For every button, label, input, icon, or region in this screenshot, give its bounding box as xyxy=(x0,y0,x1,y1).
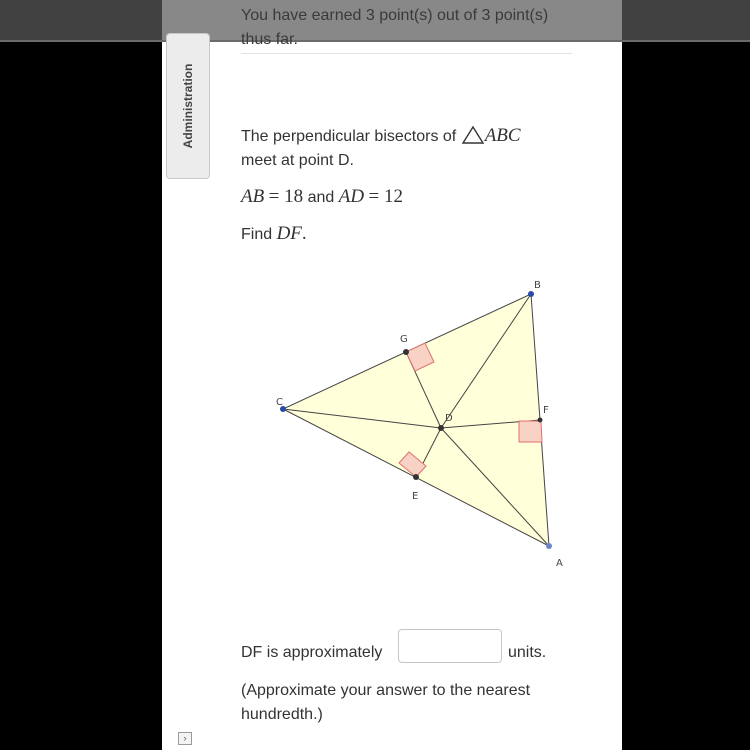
vertex-b xyxy=(528,291,534,297)
find-word: Find xyxy=(241,226,273,243)
score-status: You have earned 3 point(s) out of 3 point(s) thus far. xyxy=(241,7,549,48)
point-f xyxy=(538,418,543,423)
question-find: Find DF. xyxy=(241,223,307,244)
label-d: D xyxy=(445,413,453,424)
label-f: F xyxy=(543,405,549,416)
label-e: E xyxy=(412,491,419,502)
triangle-icon xyxy=(461,125,485,145)
answer-suffix: units. xyxy=(508,644,547,661)
given-ab-value: 18 xyxy=(284,186,304,207)
right-angle-f xyxy=(519,421,542,442)
given-ad-label: AD xyxy=(338,186,365,207)
given-ad-value: 12 xyxy=(384,186,403,207)
question-intro-after: meet at point D. xyxy=(241,152,354,169)
question-intro-before: The perpendicular bisectors of xyxy=(241,128,457,145)
administration-tab-label: Administration xyxy=(181,63,195,149)
given-ab-label: AB xyxy=(241,186,265,207)
question-intro xyxy=(241,124,571,173)
administration-tab[interactable] xyxy=(166,33,210,179)
triangle-abc xyxy=(283,294,549,546)
vertex-a xyxy=(546,543,552,549)
point-g xyxy=(403,349,409,355)
label-c: C xyxy=(276,397,283,408)
label-a: A xyxy=(556,558,563,569)
triangle-figure xyxy=(262,272,572,572)
answer-input[interactable] xyxy=(398,629,502,663)
score-divider xyxy=(241,53,572,54)
label-b: B xyxy=(534,280,541,291)
approximation-hint: (Approximate your answer to the nearest hundredth.) xyxy=(241,682,531,723)
label-g: G xyxy=(400,334,408,345)
point-d xyxy=(438,425,444,431)
triangle-name: ABC xyxy=(484,125,521,146)
answer-prefix: DF is approximately xyxy=(241,644,383,661)
find-target: DF xyxy=(276,223,302,244)
question-given: AB = 18 and AD = 12 xyxy=(241,186,403,207)
given-join: and xyxy=(307,189,335,206)
point-e xyxy=(413,474,419,480)
expand-icon[interactable]: › xyxy=(178,732,192,745)
